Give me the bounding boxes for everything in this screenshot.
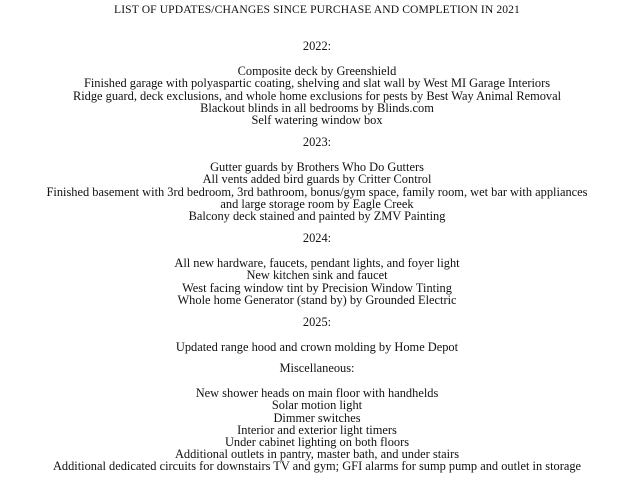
list-item: Self watering window box bbox=[251, 113, 383, 128]
section-heading: 2023: bbox=[302, 135, 332, 149]
list-item: Gutter guards by Brothers Who Do Gutters bbox=[210, 160, 424, 175]
section-heading: 2022: bbox=[302, 39, 332, 53]
list-item: Under cabinet lighting on both floors bbox=[224, 435, 410, 450]
list-item: All new hardware, faucets, pendant lights, and foyer light bbox=[174, 256, 460, 271]
section-heading: Miscellaneous: bbox=[279, 361, 355, 375]
list-item: Additional dedicated circuits for downstairs TV and gym; GFI alarms for sump pump and outlet in storage bbox=[52, 459, 582, 474]
list-item: New shower heads on main floor with handhelds bbox=[195, 386, 439, 401]
list-item: Interior and exterior light timers bbox=[237, 422, 397, 437]
list-item: Dimmer switches bbox=[273, 410, 361, 425]
list-item: Finished basement with 3rd bedroom, 3rd bathroom, bonus/gym space, family room, wet bar with appliances bbox=[46, 184, 588, 199]
section-heading: 2024: bbox=[302, 231, 332, 245]
list-item: and large storage room by Eagle Creek bbox=[220, 196, 414, 211]
list-item: All vents added bird guards by Critter Control bbox=[202, 172, 432, 187]
section-2023 bbox=[0, 136, 634, 222]
section-2025 bbox=[0, 316, 634, 353]
document-title: LIST OF UPDATES/CHANGES SINCE PURCHASE AND COMPLETION IN 2021 bbox=[114, 3, 520, 16]
section-miscellaneous bbox=[0, 362, 634, 473]
list-item: Additional outlets in pantry, master bath, and under stairs bbox=[174, 447, 460, 462]
list-item: Ridge guard, deck exclusions, and whole home exclusions for pests by Best Way Animal Removal bbox=[72, 88, 562, 103]
list-item: Updated range hood and crown molding by Home Depot bbox=[175, 340, 459, 355]
list-item: Balcony deck stained and painted by ZMV Painting bbox=[188, 209, 446, 224]
section-2024 bbox=[0, 232, 634, 306]
list-item: Whole home Generator (stand by) by Grounded Electric bbox=[177, 292, 457, 307]
list-item: Composite deck by Greenshield bbox=[237, 64, 397, 79]
list-item: Blackout blinds in all bedrooms by Blinds.com bbox=[200, 100, 434, 115]
list-item: New kitchen sink and faucet bbox=[246, 268, 388, 283]
list-item: Solar motion light bbox=[271, 398, 363, 413]
list-item: Finished garage with polyaspartic coating, shelving and slat wall by West MI Garage Interiors bbox=[83, 76, 551, 91]
list-item: West facing window tint by Precision Window Tinting bbox=[182, 280, 452, 295]
section-heading: 2025: bbox=[302, 315, 332, 329]
section-2022 bbox=[0, 40, 634, 126]
